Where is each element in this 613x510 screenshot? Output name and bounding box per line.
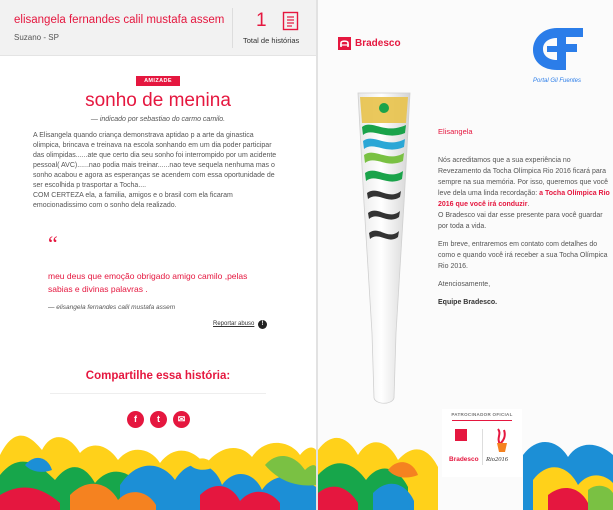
quote-author: — elisangela fernandes calil mustafa assem xyxy=(48,304,176,311)
sponsor-separator xyxy=(482,429,483,465)
facebook-icon[interactable]: f xyxy=(127,411,144,428)
sponsor-rio-text: Rio2016 xyxy=(486,456,509,463)
watermark-caption: Portal Gil Fuentes xyxy=(532,78,582,84)
letter-p1-end: . xyxy=(527,201,530,208)
olympic-torch-image xyxy=(354,83,414,413)
letter-paragraph-1 xyxy=(438,155,610,232)
book-icon xyxy=(282,11,299,31)
letter-signature: Equipe Bradesco. xyxy=(438,299,498,306)
sponsor-box xyxy=(442,409,522,477)
letter-panel xyxy=(318,0,613,510)
share-divider xyxy=(50,393,266,394)
category-badge: AMIZADE xyxy=(136,76,180,86)
letter-p1-text: Nós acreditamos que a sua experiência no Revezamento da Tocha Olímpica Rio 2016 ficará para sempre na sua memória. Por isso, queremos que você leve dela uma linda recordação: xyxy=(438,157,609,197)
bradesco-logo-icon xyxy=(338,37,351,50)
sponsor-bradesco-text: Bradesco xyxy=(449,456,479,463)
letter-paragraph-3: Em breve, entraremos em contato com detalhes do como e quando você irá receber a sua Tocha Olímpica Rio 2016. xyxy=(438,241,608,270)
letter-body xyxy=(438,126,610,315)
story-text: A Elisangela quando criança demonstrava aptidao p a arte da ginastica olimpica, brincava e treinava na escola sonhando em um dia poder participar das olimpidas......ate que certo dia seu sonho foi interrompido por um acidente pessoal( AVC)......nao podia mais treinar......nao teve sequela nenhuma mas o sonho acabou e agora as esperanças se acendem com essa oportunidade de ser escolhida p trasportar a Tocha.... COM CERTEZA ela, a familia, amigos e o brasil com ela ficaram emocionadissimo com o sonho dela realizado. xyxy=(33,132,277,209)
profile-header xyxy=(0,0,316,56)
participant-name[interactable]: elisangela fernandes calil mustafa assem xyxy=(14,14,225,26)
participant-location: Suzano - SP xyxy=(14,33,59,42)
letter-greeting: Elisangela xyxy=(438,127,473,136)
letter-paragraph-4: Atenciosamente, xyxy=(438,281,491,288)
sponsor-label: PATROCINADOR OFICIAL xyxy=(451,412,513,417)
letter-p2-text: O Bradesco vai dar esse presente para você guardar por toda a vida. xyxy=(438,212,603,230)
bradesco-sponsor-icon xyxy=(455,429,467,441)
story-byline: — indicado por sebastiao do carmo camilo. xyxy=(90,116,226,123)
header-divider xyxy=(232,8,233,48)
bradesco-logo-text: Bradesco xyxy=(355,38,401,49)
story-quote: meu deus que emoção obrigado amigo camilo ,pelas sabias e divinas palavras . xyxy=(48,271,248,294)
portal-gil-fuentes-logo xyxy=(527,22,587,76)
report-abuse-icon[interactable]: ! xyxy=(258,320,267,329)
story-count: 1 xyxy=(256,10,267,31)
quote-mark-icon: “ xyxy=(48,231,58,256)
report-abuse-link[interactable]: Reportar abuso xyxy=(213,321,255,327)
share-title: Compartilhe essa história: xyxy=(85,370,231,382)
story-body xyxy=(33,131,283,211)
rio2016-logo-icon xyxy=(488,426,516,470)
story-count-label: Total de histórias xyxy=(243,36,300,45)
twitter-icon[interactable]: t xyxy=(150,411,167,428)
bradesco-logo xyxy=(338,37,401,50)
story-title: sonho de menina xyxy=(85,90,231,111)
email-icon[interactable]: ✉ xyxy=(173,411,190,428)
sponsor-divider xyxy=(452,420,512,421)
letter-p1-highlight: a Tocha Olímpica Rio 2016 que você irá conduzir xyxy=(438,190,610,208)
